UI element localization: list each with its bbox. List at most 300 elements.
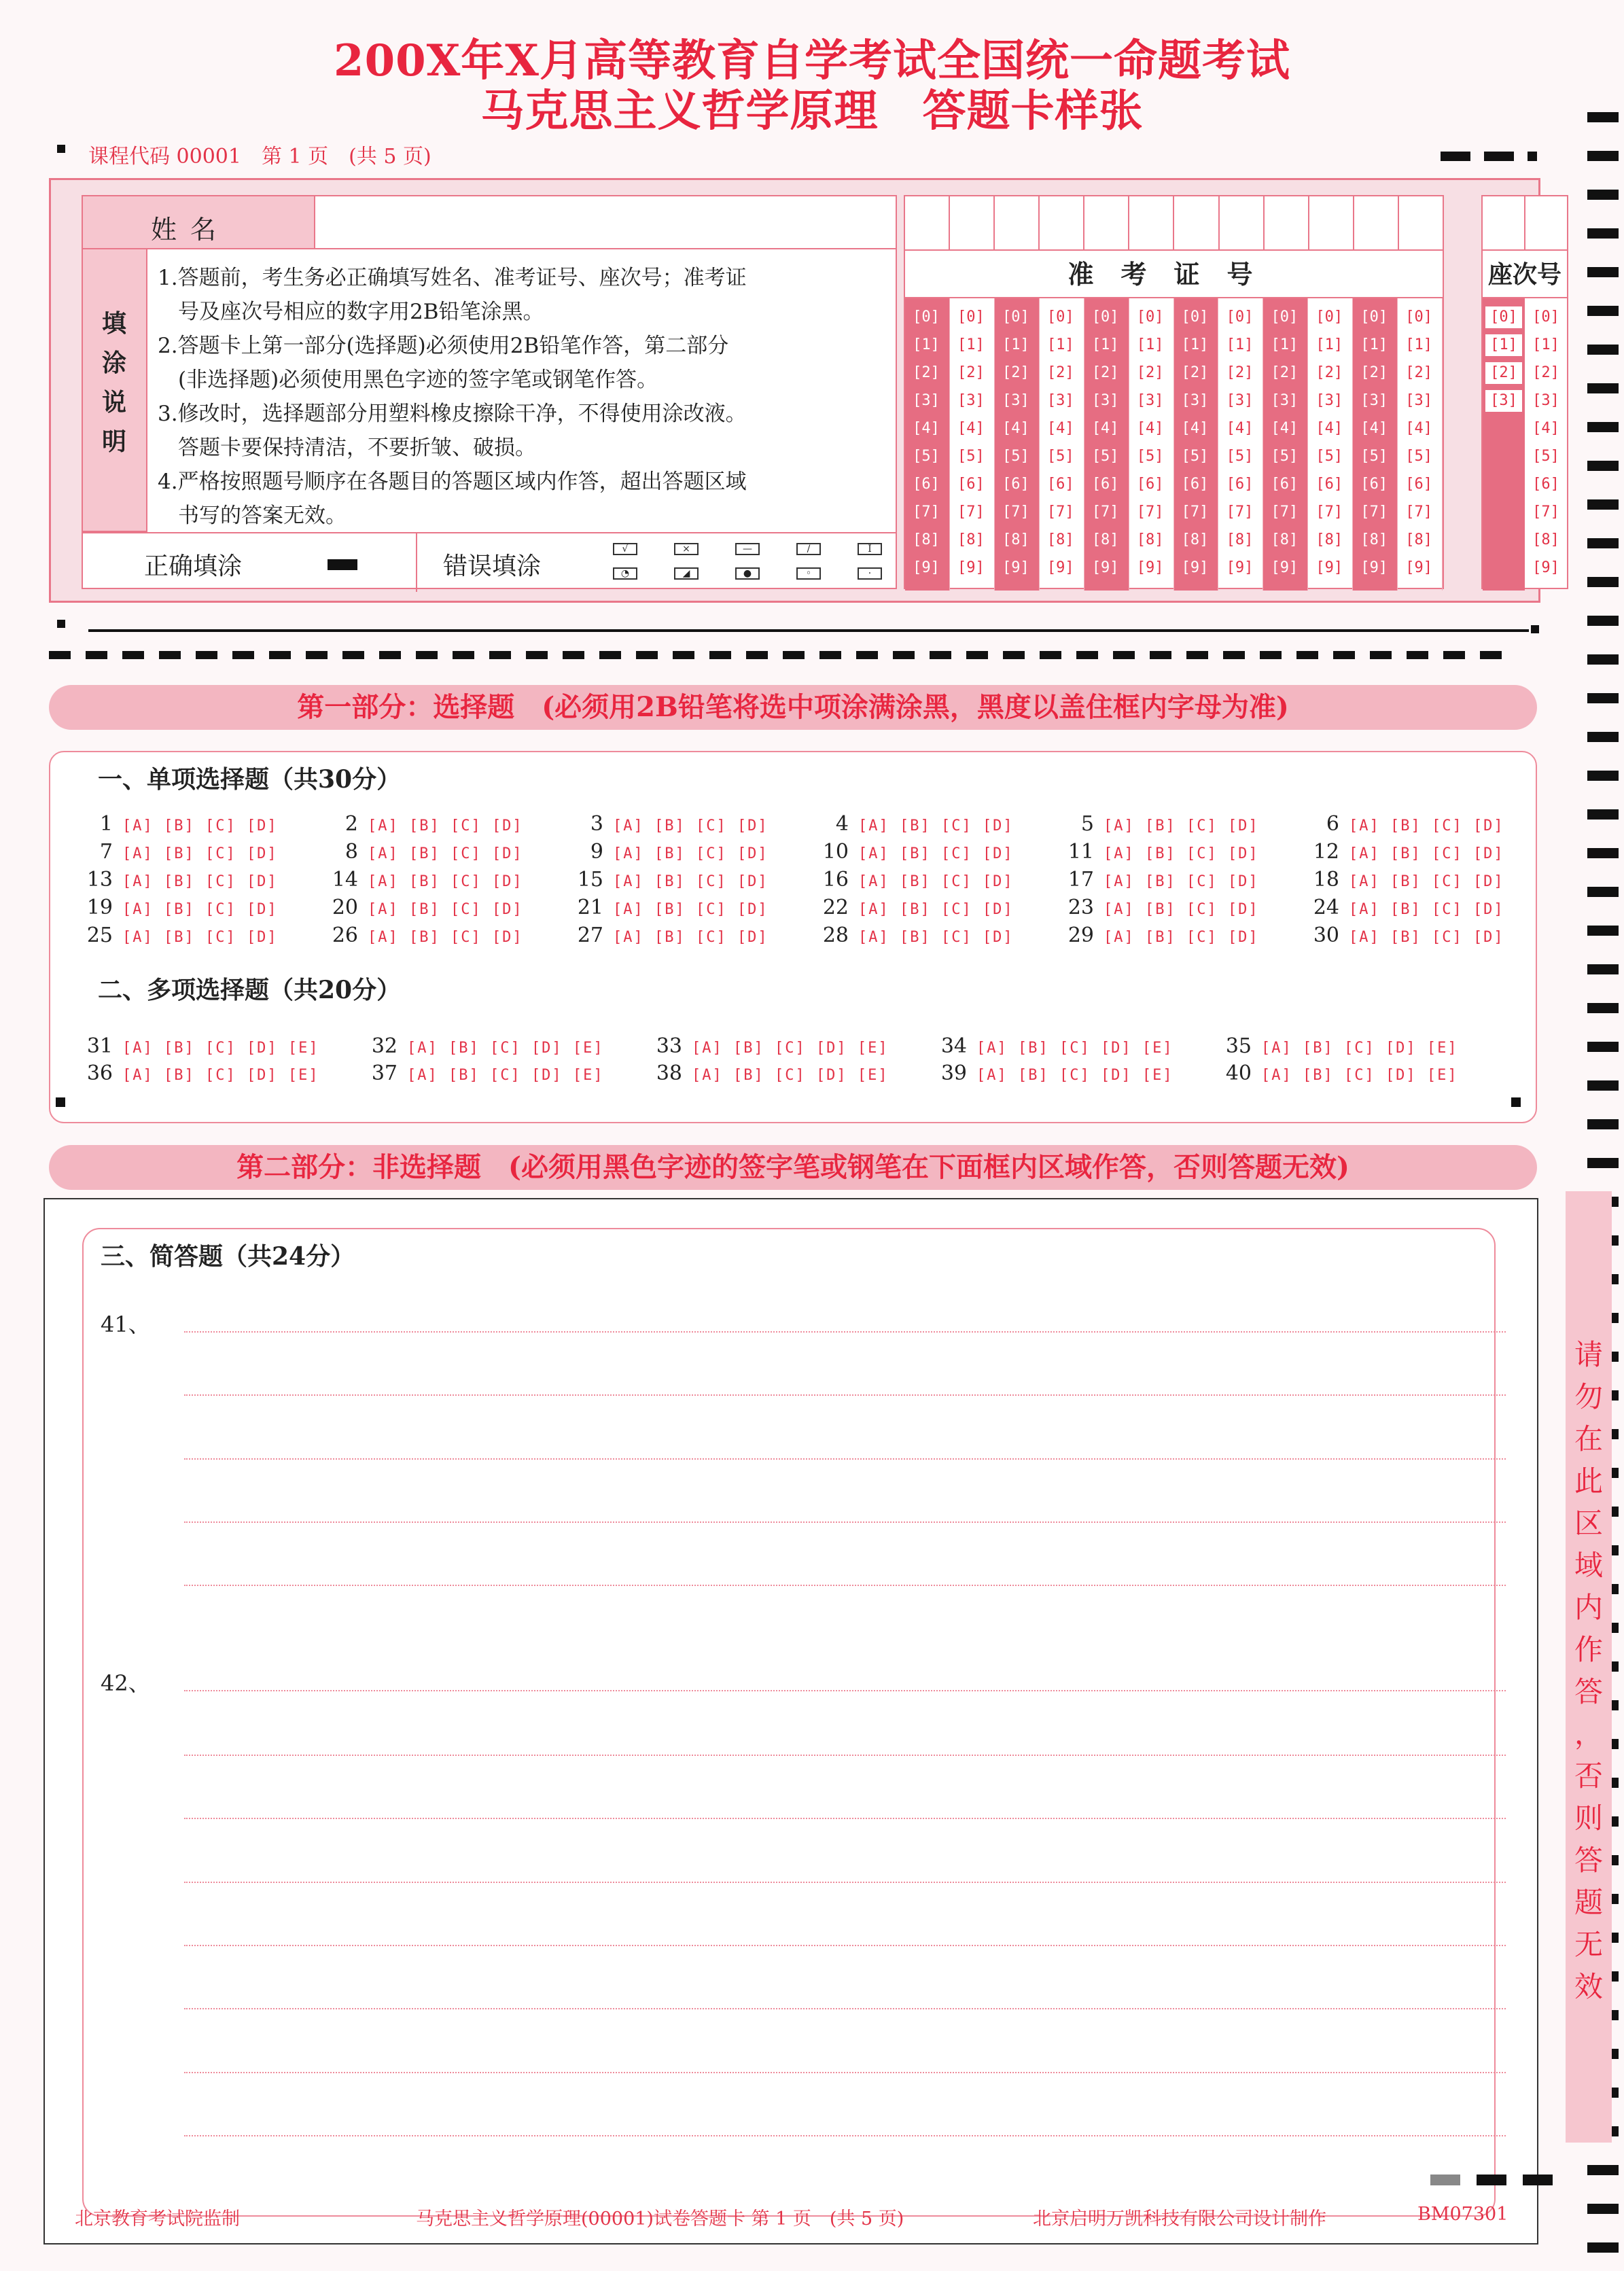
thin-separator <box>88 629 1529 632</box>
admission-bubble[interactable]: [6] <box>998 474 1034 495</box>
seat-bubble[interactable]: [9] <box>1528 557 1564 579</box>
instruction-line: 答题卡要保持清洁，不要折皱、破损。 <box>178 436 536 460</box>
admission-bubble-columns <box>905 298 1443 591</box>
single-choice-question[interactable] <box>77 896 278 919</box>
single-choice-question[interactable] <box>1059 896 1259 919</box>
admission-bubble[interactable]: [4] <box>1400 418 1437 440</box>
answer-options[interactable]: [A] [B] [C] [D] <box>858 845 1014 862</box>
single-choice-question[interactable] <box>1304 868 1504 892</box>
answer-options[interactable]: [A] [B] [C] [D] <box>1349 929 1504 946</box>
timing-mark <box>1587 1042 1619 1052</box>
answer-options[interactable]: [A] [B] [C] [D] <box>1104 929 1259 946</box>
admission-bubble[interactable]: [3] <box>953 390 989 412</box>
single-choice-question[interactable] <box>323 812 523 836</box>
single-choice-question[interactable] <box>568 896 769 919</box>
answer-options[interactable]: [A] [B] [C] [D] <box>858 929 1014 946</box>
admission-bubble[interactable]: [9] <box>1266 557 1303 579</box>
admission-bubble[interactable]: [6] <box>1042 474 1079 495</box>
admission-bubble[interactable]: [0] <box>953 306 989 328</box>
single-choice-question[interactable] <box>323 868 523 892</box>
dash-segment <box>893 651 915 659</box>
admission-bubble[interactable]: [9] <box>1087 557 1124 579</box>
admission-bubble[interactable]: [5] <box>1356 446 1392 468</box>
admission-bubble[interactable]: [6] <box>1087 474 1124 495</box>
admission-bubble[interactable]: [1] <box>1356 334 1392 356</box>
admission-bubble[interactable]: [3] <box>1132 390 1169 412</box>
admission-bubble[interactable]: [5] <box>1221 446 1258 468</box>
admission-bubble[interactable]: [1] <box>908 334 945 356</box>
admission-bubble[interactable]: [5] <box>1311 446 1347 468</box>
page-title-line1: 200X年X月高等教育自学考试全国统一命题考试 <box>334 35 1290 86</box>
admission-bubble[interactable]: [8] <box>1177 529 1214 551</box>
seat-bubble[interactable]: [0] <box>1485 306 1522 328</box>
admission-bubble[interactable]: [2] <box>1087 362 1124 384</box>
single-choice-question[interactable] <box>568 840 769 864</box>
instruction-line: 3.修改时，选择题部分用塑料橡皮擦除干净，不得使用涂改液。 <box>158 402 747 426</box>
seat-bubble[interactable]: [8] <box>1528 529 1564 551</box>
admission-write-cell[interactable] <box>1220 196 1265 249</box>
timing-mark <box>1587 499 1619 510</box>
answer-options[interactable]: [A] [B] [C] [D] [E] <box>407 1067 604 1084</box>
single-choice-question[interactable] <box>568 868 769 892</box>
admission-bubble[interactable]: [3] <box>1266 390 1303 412</box>
question-number: 4 <box>835 812 849 836</box>
single-choice-question[interactable] <box>813 840 1014 864</box>
admission-number-grid <box>904 195 1444 589</box>
admission-bubble[interactable]: [4] <box>1266 418 1303 440</box>
multi-choice-question[interactable] <box>1216 1061 1458 1085</box>
admission-bubble[interactable]: [3] <box>1221 390 1258 412</box>
single-choice-question[interactable] <box>1059 840 1259 864</box>
answer-options[interactable]: [A] [B] [C] [D] <box>1104 873 1259 890</box>
answer-options[interactable]: [A] [B] [C] [D] [E] <box>122 1067 319 1084</box>
admission-bubble[interactable]: [3] <box>1311 390 1347 412</box>
admission-bubble[interactable]: [6] <box>908 474 945 495</box>
answer-line[interactable] <box>184 1690 1506 1691</box>
admission-column <box>995 298 1040 591</box>
admission-write-cell[interactable] <box>1399 196 1443 249</box>
admission-bubble[interactable]: [8] <box>1266 529 1303 551</box>
answer-options[interactable]: [A] [B] [C] [D] <box>613 845 769 862</box>
seat-bubble[interactable]: [1] <box>1485 334 1522 356</box>
multi-choice-question[interactable] <box>362 1034 604 1058</box>
answer-options[interactable]: [A] [B] [C] [D] [E] <box>692 1040 889 1057</box>
answer-line[interactable] <box>184 1521 1506 1523</box>
correct-fill-mark <box>328 559 357 570</box>
answer-options[interactable]: [A] [B] [C] [D] [E] <box>1261 1067 1458 1084</box>
seat-bubble[interactable]: [0] <box>1528 306 1564 328</box>
single-choice-question[interactable] <box>568 923 769 947</box>
admission-bubble[interactable]: [8] <box>953 529 989 551</box>
single-choice-question[interactable] <box>1059 923 1259 947</box>
admission-title: 准考证号 <box>905 251 1443 298</box>
admission-bubble[interactable]: [5] <box>908 446 945 468</box>
admission-bubble[interactable]: [8] <box>1400 529 1437 551</box>
admission-bubble[interactable]: [8] <box>998 529 1034 551</box>
admission-bubble[interactable]: [6] <box>1311 474 1347 495</box>
admission-bubble[interactable]: [3] <box>998 390 1034 412</box>
admission-bubble[interactable]: [9] <box>1400 557 1437 579</box>
question-number: 11 <box>1067 840 1094 864</box>
admission-bubble[interactable]: [5] <box>1132 446 1169 468</box>
answer-line[interactable] <box>184 1331 1506 1333</box>
single-choice-question[interactable] <box>323 896 523 919</box>
admission-bubble[interactable]: [2] <box>1132 362 1169 384</box>
multi-choice-question[interactable] <box>932 1061 1173 1085</box>
question-number: 2 <box>345 812 358 836</box>
admission-bubble[interactable]: [9] <box>1132 557 1169 579</box>
answer-options[interactable]: [A] [B] [C] [D] <box>613 817 769 834</box>
answer-options[interactable]: [A] [B] [C] [D] <box>122 817 278 834</box>
admission-write-cell[interactable] <box>905 196 950 249</box>
admission-bubble[interactable]: [3] <box>908 390 945 412</box>
multi-choice-question[interactable] <box>647 1034 889 1058</box>
admission-bubble[interactable]: [2] <box>1356 362 1392 384</box>
admission-bubble[interactable]: [9] <box>1356 557 1392 579</box>
wrong-fill-example: ◢ <box>674 567 699 580</box>
admission-bubble[interactable]: [0] <box>998 306 1034 328</box>
answer-options[interactable]: [A] [B] [C] [D] <box>1349 817 1504 834</box>
answer-options[interactable]: [A] [B] [C] [D] <box>122 873 278 890</box>
admission-bubble[interactable]: [6] <box>1177 474 1214 495</box>
admission-bubble[interactable]: [5] <box>953 446 989 468</box>
seat-bubble[interactable]: [3] <box>1485 390 1522 412</box>
side-warning-char: 请 <box>1574 1338 1603 1371</box>
answer-line[interactable] <box>184 2072 1506 2073</box>
short-answer-box[interactable] <box>82 1228 1496 2217</box>
admission-bubble[interactable]: [0] <box>1356 306 1392 328</box>
admission-bubble[interactable]: [1] <box>1042 334 1079 356</box>
answer-line[interactable] <box>184 2135 1506 2136</box>
admission-bubble[interactable]: [6] <box>1400 474 1437 495</box>
admission-bubble[interactable]: [1] <box>1266 334 1303 356</box>
answer-line[interactable] <box>184 1394 1506 1396</box>
seat-bubble[interactable]: [2] <box>1485 362 1522 384</box>
answer-options[interactable]: [A] [B] [C] [D] <box>613 901 769 918</box>
answer-line[interactable] <box>184 2008 1506 2009</box>
admission-bubble[interactable]: [7] <box>1042 501 1079 523</box>
admission-bubble[interactable]: [2] <box>1042 362 1079 384</box>
answer-options[interactable]: [A] [B] [C] [D] <box>122 845 278 862</box>
admission-bubble[interactable]: [1] <box>1400 334 1437 356</box>
admission-bubble[interactable]: [0] <box>1400 306 1437 328</box>
single-choice-question[interactable] <box>1059 868 1259 892</box>
admission-bubble[interactable]: [9] <box>1042 557 1079 579</box>
question-number: 25 <box>86 923 113 947</box>
timing-mark <box>1587 926 1619 936</box>
timing-mark <box>1587 228 1619 239</box>
admission-bubble[interactable]: [2] <box>998 362 1034 384</box>
admission-bubble[interactable]: [1] <box>1221 334 1258 356</box>
answer-line[interactable] <box>184 1945 1506 1946</box>
instruction-line: 4.严格按照题号顺序在各题目的答题区域内作答，超出答题区域 <box>158 470 747 494</box>
answer-options[interactable]: [A] [B] [C] [D] <box>368 929 523 946</box>
admission-write-cell[interactable] <box>1084 196 1129 249</box>
admission-bubble[interactable]: [8] <box>908 529 945 551</box>
answer-options[interactable]: [A] [B] [C] [D] <box>368 901 523 918</box>
admission-bubble[interactable]: [5] <box>998 446 1034 468</box>
single-choice-question[interactable] <box>77 812 278 836</box>
side-warning-strip <box>1566 1191 1612 2143</box>
admission-bubble[interactable]: [8] <box>1042 529 1079 551</box>
admission-bubble[interactable]: [3] <box>1400 390 1437 412</box>
answer-line[interactable] <box>184 1755 1506 1756</box>
admission-bubble[interactable]: [6] <box>953 474 989 495</box>
admission-bubble[interactable]: [7] <box>1221 501 1258 523</box>
admission-bubble[interactable]: [2] <box>908 362 945 384</box>
admission-bubble[interactable]: [1] <box>1087 334 1124 356</box>
instructions-label-cell <box>83 249 147 532</box>
answer-line[interactable] <box>184 1882 1506 1883</box>
admission-write-cell[interactable] <box>1040 196 1084 249</box>
admission-bubble[interactable]: [3] <box>1177 390 1214 412</box>
admission-bubble[interactable]: [2] <box>1400 362 1437 384</box>
admission-bubble[interactable]: [7] <box>953 501 989 523</box>
admission-bubble[interactable]: [7] <box>1132 501 1169 523</box>
seat-bubble[interactable]: [5] <box>1528 446 1564 468</box>
admission-bubble[interactable]: [0] <box>1311 306 1347 328</box>
instruction-line: 书写的答案无效。 <box>178 504 347 528</box>
admission-write-cell[interactable] <box>1174 196 1219 249</box>
admission-bubble[interactable]: [3] <box>1356 390 1392 412</box>
admission-bubble[interactable]: [4] <box>1042 418 1079 440</box>
answer-options[interactable]: [A] [B] [C] [D] <box>858 901 1014 918</box>
single-choice-question[interactable] <box>77 840 278 864</box>
side-warning-char: 否 <box>1574 1759 1603 1793</box>
answer-options[interactable]: [A] [B] [C] [D] <box>122 901 278 918</box>
single-choice-question[interactable] <box>568 812 769 836</box>
single-choice-question[interactable] <box>813 923 1014 947</box>
side-warning-char: 区 <box>1574 1507 1603 1540</box>
admission-bubble[interactable]: [7] <box>1400 501 1437 523</box>
admission-column <box>1084 298 1129 591</box>
admission-write-cell[interactable] <box>1265 196 1309 249</box>
admission-bubble[interactable]: [6] <box>1132 474 1169 495</box>
single-choice-question[interactable] <box>1304 812 1504 836</box>
side-warning-char: 域 <box>1574 1549 1603 1582</box>
answer-options[interactable]: [A] [B] [C] [D] <box>1349 845 1504 862</box>
admission-bubble[interactable]: [1] <box>1132 334 1169 356</box>
single-choice-question[interactable] <box>323 840 523 864</box>
admission-bubble[interactable]: [6] <box>1356 474 1392 495</box>
seat-bubble[interactable]: [2] <box>1528 362 1564 384</box>
timing-mark <box>1587 732 1619 742</box>
answer-line[interactable] <box>184 1458 1506 1460</box>
admission-bubble[interactable]: [1] <box>953 334 989 356</box>
answer-options[interactable]: [A] [B] [C] [D] <box>122 929 278 946</box>
admission-bubble[interactable]: [4] <box>953 418 989 440</box>
question-number: 23 <box>1067 896 1094 919</box>
instructions-text <box>158 261 892 533</box>
answer-options[interactable]: [A] [B] [C] [D] <box>1104 817 1259 834</box>
multi-choice-question[interactable] <box>77 1034 319 1058</box>
footer-right: 北京启明万凯科技有限公司设计制作 <box>1033 2208 1326 2230</box>
dash-segment <box>232 651 254 659</box>
admission-bubble[interactable]: [4] <box>1087 418 1124 440</box>
multi-choice-question[interactable] <box>647 1061 889 1085</box>
answer-options[interactable]: [A] [B] [C] [D] <box>1104 901 1259 918</box>
question-number: 19 <box>86 896 113 919</box>
answer-options[interactable]: [A] [B] [C] [D] [E] <box>407 1040 604 1057</box>
admission-bubble[interactable]: [7] <box>1087 501 1124 523</box>
admission-write-cell[interactable] <box>1129 196 1174 249</box>
dash-segment <box>489 651 511 659</box>
dash-segment <box>196 651 217 659</box>
answer-options[interactable]: [A] [B] [C] [D] <box>613 929 769 946</box>
admission-bubble[interactable]: [7] <box>1311 501 1347 523</box>
admission-bubble[interactable]: [9] <box>953 557 989 579</box>
admission-bubble[interactable]: [6] <box>1266 474 1303 495</box>
dash-segment <box>1296 651 1318 659</box>
admission-bubble[interactable]: [0] <box>1087 306 1124 328</box>
admission-bubble[interactable]: [1] <box>1311 334 1347 356</box>
single-choice-question[interactable] <box>77 868 278 892</box>
admission-bubble[interactable]: [8] <box>1087 529 1124 551</box>
admission-bubble[interactable]: [4] <box>1311 418 1347 440</box>
single-choice-question[interactable] <box>1059 812 1259 836</box>
answer-line[interactable] <box>184 1585 1506 1586</box>
seat-bubble[interactable]: [1] <box>1528 334 1564 356</box>
admission-bubble[interactable]: [0] <box>1177 306 1214 328</box>
answer-options[interactable]: [A] [B] [C] [D] <box>368 845 523 862</box>
admission-bubble[interactable]: [9] <box>1311 557 1347 579</box>
admission-bubble[interactable]: [9] <box>998 557 1034 579</box>
single-choice-question[interactable] <box>323 923 523 947</box>
admission-bubble[interactable]: [8] <box>1221 529 1258 551</box>
bottom-right-marks <box>1430 2175 1553 2188</box>
answer-options[interactable]: [A] [B] [C] [D] <box>368 817 523 834</box>
name-field[interactable] <box>315 196 896 249</box>
dash-segment <box>1186 651 1208 659</box>
answer-options[interactable]: [A] [B] [C] [D] <box>1349 901 1504 918</box>
admission-bubble[interactable]: [8] <box>1356 529 1392 551</box>
seat-bubble[interactable]: [6] <box>1528 474 1564 495</box>
dash-segment <box>709 651 731 659</box>
multi-choice-question[interactable] <box>1216 1034 1458 1058</box>
question-number: 6 <box>1326 812 1339 836</box>
dash-segment <box>379 651 401 659</box>
admission-bubble[interactable]: [4] <box>908 418 945 440</box>
side-warning-text <box>1566 1334 1612 2008</box>
admission-column <box>905 298 950 591</box>
admission-bubble[interactable]: [4] <box>1221 418 1258 440</box>
fill-example-row <box>83 532 896 591</box>
admission-bubble[interactable]: [4] <box>1177 418 1214 440</box>
admission-bubble[interactable]: [9] <box>908 557 945 579</box>
admission-bubble[interactable]: [5] <box>1400 446 1437 468</box>
admission-bubble[interactable]: [8] <box>1311 529 1347 551</box>
answer-options[interactable]: [A] [B] [C] [D] [E] <box>122 1040 319 1057</box>
admission-bubble[interactable]: [0] <box>908 306 945 328</box>
admission-bubble[interactable]: [5] <box>1042 446 1079 468</box>
answer-area <box>43 1198 1538 2244</box>
admission-bubble[interactable]: [5] <box>1087 446 1124 468</box>
admission-bubble[interactable]: [2] <box>1177 362 1214 384</box>
admission-bubble[interactable]: [7] <box>1356 501 1392 523</box>
admission-bubble[interactable]: [2] <box>1266 362 1303 384</box>
admission-bubble[interactable]: [2] <box>1311 362 1347 384</box>
admission-bubble[interactable]: [0] <box>1132 306 1169 328</box>
admission-bubble[interactable]: [4] <box>998 418 1034 440</box>
top-right-marks <box>1441 151 1537 164</box>
seat-title: 座次号 <box>1483 251 1567 298</box>
admission-bubble[interactable]: [1] <box>1177 334 1214 356</box>
multi-choice-question[interactable] <box>362 1061 604 1085</box>
seat-bubble[interactable]: [4] <box>1528 418 1564 440</box>
multi-choice-question[interactable] <box>77 1061 319 1085</box>
answer-options[interactable]: [A] [B] [C] [D] <box>613 873 769 890</box>
admission-write-cell[interactable] <box>950 196 995 249</box>
side-warning-char: 无 <box>1574 1928 1603 1961</box>
dash-segment <box>1443 651 1465 659</box>
admission-bubble[interactable]: [7] <box>998 501 1034 523</box>
answer-options[interactable]: [A] [B] [C] [D] [E] <box>1261 1040 1458 1057</box>
admission-bubble[interactable]: [6] <box>1221 474 1258 495</box>
admission-write-cell[interactable] <box>1309 196 1354 249</box>
answer-options[interactable]: [A] [B] [C] [D] <box>858 817 1014 834</box>
seat-number-grid <box>1481 195 1568 589</box>
question-number: 8 <box>345 840 358 864</box>
single-choice-question[interactable] <box>1304 896 1504 919</box>
answer-options[interactable]: [A] [B] [C] [D] <box>368 873 523 890</box>
admission-bubble[interactable]: [7] <box>908 501 945 523</box>
single-choice-question[interactable] <box>1304 840 1504 864</box>
answer-options[interactable]: [A] [B] [C] [D] [E] <box>692 1067 889 1084</box>
corner-mark <box>57 145 65 153</box>
single-choice-question[interactable] <box>813 896 1014 919</box>
admission-write-cell[interactable] <box>995 196 1040 249</box>
admission-bubble[interactable]: [9] <box>1221 557 1258 579</box>
seat-write-row[interactable] <box>1483 196 1567 251</box>
admission-bubble[interactable]: [3] <box>1042 390 1079 412</box>
seat-bubble[interactable]: [3] <box>1528 390 1564 412</box>
admission-column <box>1353 298 1398 591</box>
seat-bubble[interactable]: [7] <box>1528 501 1564 523</box>
admission-bubble[interactable]: [7] <box>1266 501 1303 523</box>
answer-options[interactable]: [A] [B] [C] [D] [E] <box>976 1040 1173 1057</box>
admission-bubble[interactable]: [8] <box>1132 529 1169 551</box>
admission-bubble[interactable]: [5] <box>1177 446 1214 468</box>
admission-bubble[interactable]: [4] <box>1132 418 1169 440</box>
multi-choice-question[interactable] <box>932 1034 1173 1058</box>
admission-bubble[interactable]: [3] <box>1087 390 1124 412</box>
admission-bubble[interactable]: [4] <box>1356 418 1392 440</box>
admission-write-cell[interactable] <box>1354 196 1399 249</box>
single-choice-question[interactable] <box>813 812 1014 836</box>
admission-bubble[interactable]: [0] <box>1266 306 1303 328</box>
admission-bubble[interactable]: [7] <box>1177 501 1214 523</box>
admission-bubble[interactable]: [5] <box>1266 446 1303 468</box>
answer-options[interactable]: [A] [B] [C] [D] <box>1349 873 1504 890</box>
admission-bubble[interactable]: [0] <box>1042 306 1079 328</box>
admission-bubble[interactable]: [2] <box>953 362 989 384</box>
answer-line[interactable] <box>184 1818 1506 1819</box>
admission-bubble[interactable]: [0] <box>1221 306 1258 328</box>
single-choice-question[interactable] <box>813 868 1014 892</box>
admission-bubble[interactable]: [1] <box>998 334 1034 356</box>
answer-options[interactable]: [A] [B] [C] [D] <box>1104 845 1259 862</box>
admission-bubble[interactable]: [2] <box>1221 362 1258 384</box>
admission-bubble[interactable]: [9] <box>1177 557 1214 579</box>
instruction-line: 2.答题卡上第一部分(选择题)必须使用2B铅笔作答，第二部分 <box>158 334 729 358</box>
admission-write-row[interactable] <box>905 196 1443 251</box>
wrong-fill-example: ● <box>735 567 760 580</box>
single-choice-question[interactable] <box>77 923 278 947</box>
single-choice-question[interactable] <box>1304 923 1504 947</box>
name-label: 姓名 <box>151 215 230 245</box>
answer-options[interactable]: [A] [B] [C] [D] [E] <box>976 1067 1173 1084</box>
answer-options[interactable]: [A] [B] [C] [D] <box>858 873 1014 890</box>
